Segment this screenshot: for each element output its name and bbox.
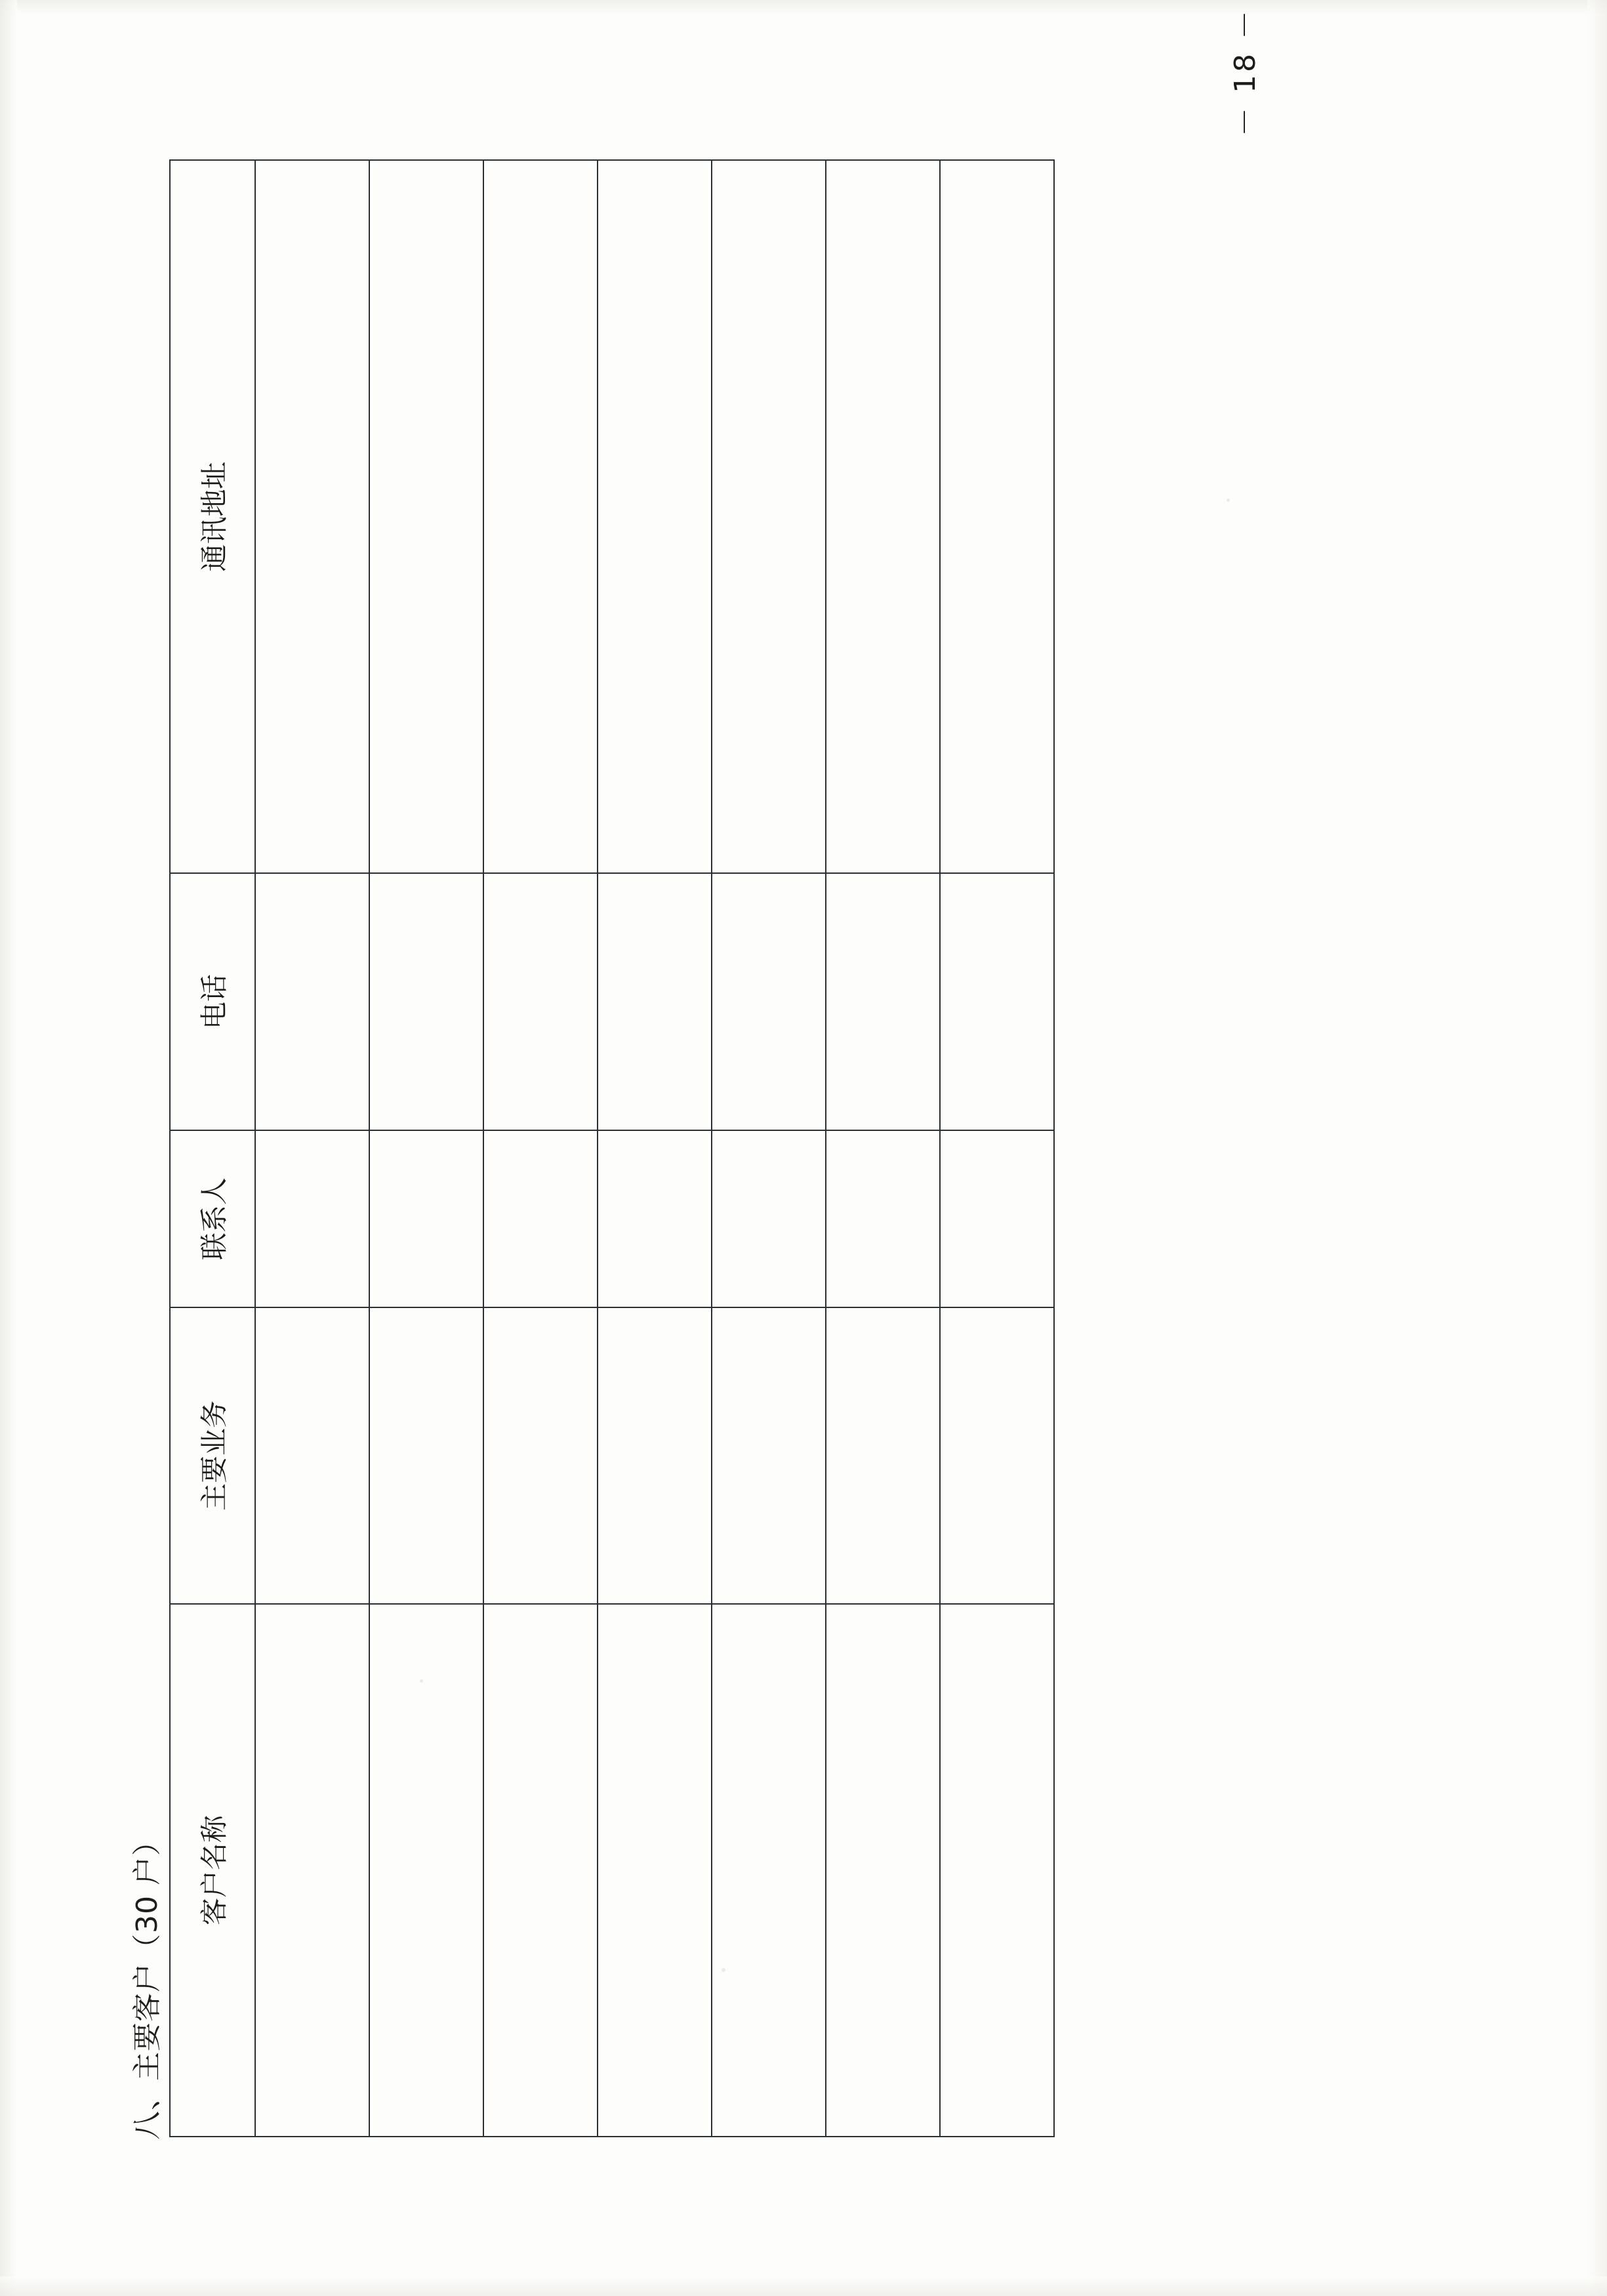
cell-mailing-address[interactable] [483,160,598,873]
table-row [712,160,826,2137]
table-row [483,160,598,2137]
cell-phone[interactable] [826,873,940,1130]
cell-contact-person[interactable] [483,1130,598,1307]
column-header-mailing-address: 通讯地址 [170,160,255,873]
cell-phone[interactable] [712,873,826,1130]
cell-customer-name[interactable] [940,1604,1054,2137]
major-customers-table [169,159,1055,2137]
cell-phone[interactable] [940,873,1054,1130]
cell-customer-name[interactable] [712,1604,826,2137]
cell-contact-person[interactable] [598,1130,712,1307]
table-row [598,160,712,2137]
column-header-contact-person: 联系人 [170,1130,255,1307]
cell-mailing-address[interactable] [369,160,483,873]
column-header-phone: 电话 [170,873,255,1130]
column-header-main-business: 主要业务 [170,1307,255,1604]
page-number: － 18 － [1229,8,1262,136]
cell-main-business[interactable] [712,1307,826,1604]
table-row [369,160,483,2137]
cell-customer-name[interactable] [598,1604,712,2137]
cell-mailing-address[interactable] [598,160,712,873]
cell-main-business[interactable] [255,1307,369,1604]
cell-main-business[interactable] [369,1307,483,1604]
cell-main-business[interactable] [483,1307,598,1604]
cell-phone[interactable] [369,873,483,1130]
cell-customer-name[interactable] [826,1604,940,2137]
cell-main-business[interactable] [940,1307,1054,1604]
table-row [940,160,1054,2137]
cell-main-business[interactable] [826,1307,940,1604]
cell-mailing-address[interactable] [826,160,940,873]
table-header-row [170,160,255,2137]
cell-customer-name[interactable] [483,1604,598,2137]
cell-contact-person[interactable] [255,1130,369,1307]
cell-customer-name[interactable] [255,1604,369,2137]
table-row [255,160,369,2137]
cell-contact-person[interactable] [369,1130,483,1307]
cell-phone[interactable] [483,873,598,1130]
cell-mailing-address[interactable] [255,160,369,873]
table-row [826,160,940,2137]
cell-contact-person[interactable] [940,1130,1054,1307]
cell-main-business[interactable] [598,1307,712,1604]
cell-contact-person[interactable] [826,1130,940,1307]
section-heading: 八、主要客户（30 户） [131,1826,164,2140]
cell-customer-name[interactable] [369,1604,483,2137]
column-header-customer-name: 客户名称 [170,1604,255,2137]
cell-phone[interactable] [255,873,369,1130]
cell-phone[interactable] [598,873,712,1130]
cell-mailing-address[interactable] [712,160,826,873]
cell-contact-person[interactable] [712,1130,826,1307]
cell-mailing-address[interactable] [940,160,1054,873]
